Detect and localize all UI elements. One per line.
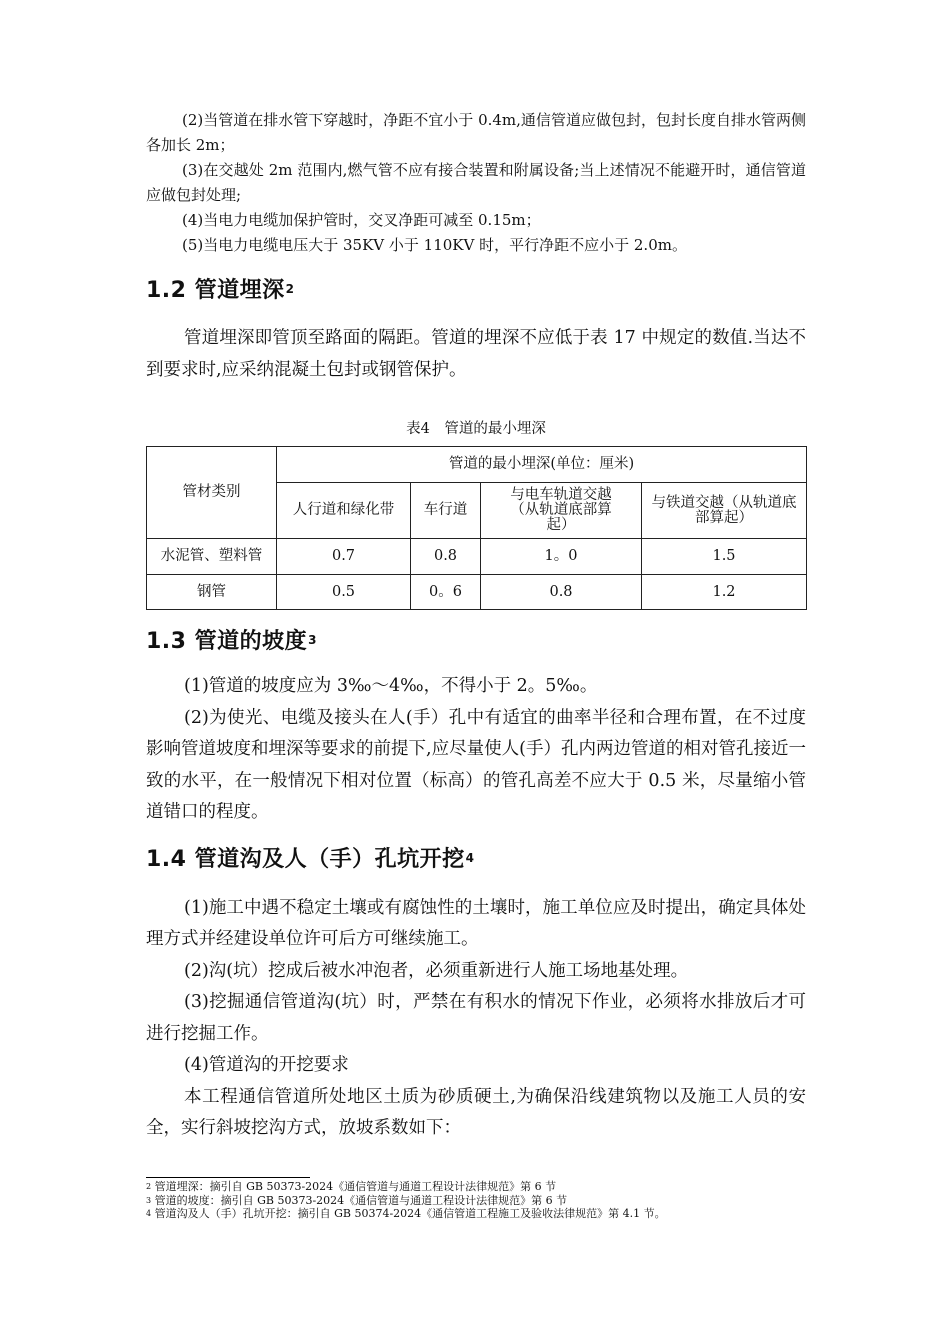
footnote-ref: 3 <box>308 633 317 647</box>
footnote-number: 2 <box>146 1182 152 1191</box>
footnote-separator <box>146 1177 310 1178</box>
section-heading-text: 1.2 管道埋深 <box>146 278 285 303</box>
section-heading-text: 1.3 管道的坡度 <box>146 629 308 654</box>
paragraph: (1)施工中遇不稳定土壤或有腐蚀性的土壤时，施工单位应及时提出，确定具体处理方式并经建设单位许可后方可继续施工。 <box>146 897 806 949</box>
table-subheader: 人行道和绿化带 <box>277 483 411 539</box>
table-cell: 0.5 <box>277 575 411 610</box>
table-caption: 表4 管道的最小埋深 <box>406 421 546 437</box>
paragraph: (5)当电力电缆电压大于 35KV 小于 110KV 时，平行净距不应小于 2.0m。 <box>182 236 687 254</box>
table-cell: 1.2 <box>642 575 807 610</box>
footnotes <box>146 1177 826 1221</box>
footnote-number: 3 <box>146 1195 152 1205</box>
table-cell: 0.8 <box>411 539 481 575</box>
table-subheader: 与电车轨道交越（从轨道底部算起） <box>481 483 642 539</box>
paragraph: (2)为使光、电缆及接头在人(手）孔中有适宜的曲率半径和合理布置，在不过度影响管道坡度和埋深等要求的前提下,应尽量使人(手）孔内两边管道的相对管孔接近一致的水平，在一般情况下相对位置（标高）的管孔高差不应大于 0.5 米，尽量缩小管道错口的程度。 <box>146 707 806 822</box>
section-heading <box>146 276 806 306</box>
paragraph: (3)在交越处 2m 范围内,燃气管不应有接合装置和附属设备;当上述情况不能避开时，通信管道应做包封处理; <box>146 161 806 204</box>
table-cell: 1.5 <box>642 539 807 575</box>
document-page <box>146 108 806 1145</box>
paragraph: (1)管道的坡度应为 3‰～4‰，不得小于 2。5‰。 <box>184 676 598 696</box>
paragraph: (2)沟(坑）挖成后被水冲泡者，必须重新进行人施工场地基处理。 <box>184 960 689 981</box>
paragraph: 管道埋深即管顶至路面的隔距。管道的埋深不应低于表 17 中规定的数值.当达不到要求时,应采纳混凝土包封或钢管保护。 <box>146 328 806 380</box>
paragraph: (4)当电力电缆加保护管时，交叉净距可减至 0.15m； <box>182 211 541 229</box>
table-row <box>147 575 807 610</box>
table-header-group: 管道的最小埋深(单位：厘米) <box>277 447 807 483</box>
table-subheader: 车行道 <box>411 483 481 539</box>
footnote <box>146 1207 826 1221</box>
paragraph: (2)当管道在排水管下穿越时，净距不宜小于 0.4m,通信管道应做包封，包封长度自排水管两侧各加长 2m； <box>146 111 806 154</box>
table-subheader: 与铁道交越（从轨道底部算起） <box>642 483 807 539</box>
footnote <box>146 1194 826 1208</box>
section-heading <box>146 627 806 657</box>
footnote-ref: 4 <box>465 850 475 865</box>
footnote-number: 4 <box>146 1209 152 1218</box>
table-header-material: 管材类别 <box>147 447 277 539</box>
table-row <box>147 539 807 575</box>
table-cell-material: 水泥管、塑料管 <box>147 539 277 575</box>
table-cell: 1。0 <box>481 539 642 575</box>
section-heading <box>146 845 806 875</box>
paragraph: 本工程通信管道所处地区土质为砂质硬土,为确保沿线建筑物以及施工人员的安全，实行斜坡挖沟方式，放坡系数如下： <box>146 1086 806 1138</box>
table-cell: 0.8 <box>481 575 642 610</box>
footnote-text: 管道埋深：摘引自 GB 50373-2024《通信管道与通道工程设计法律规范》第 6 节 <box>154 1180 557 1193</box>
footnote-text: 管道沟及人（手）孔坑开挖：摘引自 GB 50374-2024《通信管道工程施工及验收法律规范》第 4.1 节。 <box>154 1207 666 1220</box>
table-cell-material: 钢管 <box>147 575 277 610</box>
paragraph: (3)挖掘通信管道沟(坑）时，严禁在有积水的情况下作业，必须将水排放后才可进行挖掘工作。 <box>146 992 806 1044</box>
table-cell: 0。6 <box>411 575 481 610</box>
footnote-ref: 2 <box>285 282 295 296</box>
paragraph: (4)管道沟的开挖要求 <box>184 1055 349 1075</box>
footnote <box>146 1180 826 1194</box>
table-cell: 0.7 <box>277 539 411 575</box>
burial-depth-table <box>146 446 807 610</box>
section-heading-text: 1.4 管道沟及人（手）孔坑开挖 <box>146 846 465 872</box>
footnote-text: 管道的坡度：摘引自 GB 50373-2024《通信管道与通道工程设计法律规范》第 6 节 <box>154 1193 568 1207</box>
